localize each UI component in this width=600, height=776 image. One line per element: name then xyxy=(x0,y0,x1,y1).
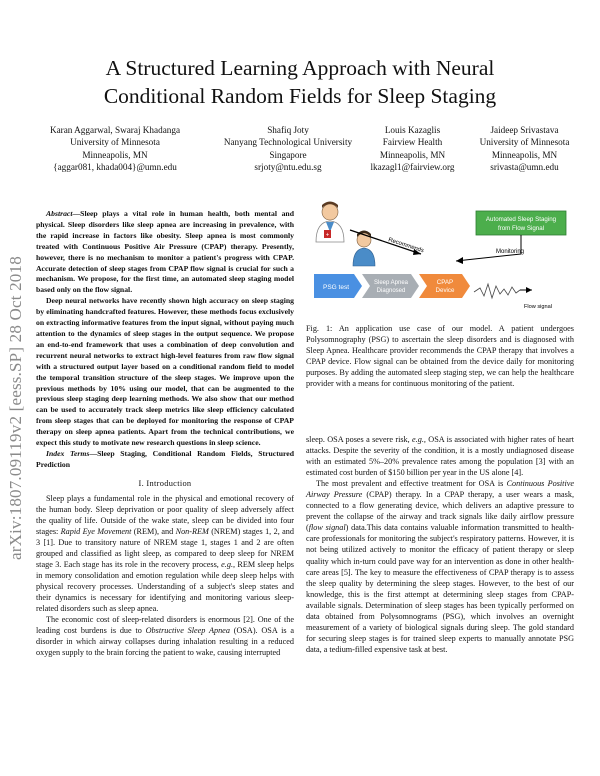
abstract-paragraph-2: Deep neural networks have recently shown high accuracy on sleep staging by eliminating handcrafted features. However, these methods focus exclusively on extracting informative features from the input signal, without paying much attention to the dynamics of sleep stages in the output sequence. We propose an end-to-end framework that uses a combination of deep convolution and recurrent neural networks to extract high-level features from raw flow signal with a structured output layer based on a conditional random field to model the temporal transition structure of the sleep stages. We improve upon the previous methods by 10% using our model, that can be augmented to the previous sleep staging deep learning methods. We also show that our method can be used to accurately track sleep metrics like sleep efficiency calculated from sleep stages that can be deployed for monitoring the response of CPAP therapy on sleep apnea patients. Apart from the technical contributions, we expect this study to motivate new research questions in sleep science. xyxy=(36,296,294,448)
flow-signal-label: Flow signal xyxy=(524,304,552,310)
abstract-paragraph-1 xyxy=(36,209,294,296)
patient-icon xyxy=(353,231,375,267)
left-column xyxy=(36,209,294,659)
author-location: Singapore xyxy=(269,149,307,160)
author-name: Jaideep Srivastava xyxy=(490,125,559,135)
flow-signal-waveform xyxy=(474,284,520,298)
right-paragraph-1: sleep. OSA poses a severe risk, e.g., OSA is associated with higher rates of heart attacks. Despite the severity of the condition, it is a mostly undiagnosed disease with an estimated 5%–20% prevalence rates among the population [3] with an estimated cost burden of $150 billion per year in the US alone [4]. xyxy=(306,435,574,478)
author-block-1 xyxy=(40,124,190,174)
title-line-2: Conditional Random Fields for Sleep Staging xyxy=(103,84,497,108)
doctor-icon xyxy=(316,202,344,243)
diagnosed-label-line-1: Sleep Apnea xyxy=(373,280,409,286)
author-location: Minneapolis, MN xyxy=(491,149,558,160)
intro-paragraph-2: The economic cost of sleep-related disorders is enormous [2]. One of the leading cost burdens is due to Obstructive Sleep Apnea (OSA). OSA is a disorder in which airway collapses during inhalation resulting in a reduced oxygen supply to the brain forcing the patient to wake, causing interrupted xyxy=(36,615,294,658)
author-affiliation: Nanyang Technological University xyxy=(223,137,353,148)
author-email: {aggar081, khada004}@umn.edu xyxy=(53,162,177,173)
author-name: Shafiq Joty xyxy=(267,125,309,135)
author-affiliation: University of Minnesota xyxy=(479,137,570,148)
author-name: Louis Kazaglis xyxy=(384,125,441,135)
figure-1-caption: Fig. 1: An application use case of our model. A patient undergoes Polysomnography (PSG) to ascertain the sleep disorders and is diagnosed with Sleep Apnea. Healthcare provider recommends the CPAP therapy that involves a CPAP device. Flow signal can be obtained from the device daily for monitoring purposes. By adding the automated sleep staging step, we can help the healthcare provider with a means for continuous monitoring of the patient. xyxy=(306,324,574,389)
cpap-label-line-1: CPAP xyxy=(436,279,454,286)
right-column xyxy=(306,434,574,655)
index-terms-label: Index Terms xyxy=(46,448,90,458)
right-paragraph-2: The most prevalent and effective treatment for OSA is Continuous Positive Airway Pressure (CPAP) therapy. In a CPAP therapy, a user wears a mask, connected to a flow generating device, which delivers an adaptive pressure to prevent the collapse of the airway and track signals like daily airflow pressure (flow signal) data.This data contains valuable information transmitted to health-care professionals for monitoring the subject's respiratory patterns. However, it is not being utilized actively to monitor the efficacy of patient therapy or sleep quality which in-turn could pave way for an intervention as done in other health-care areas [5]. The key to measure the effectiveness of CPAP therapy is to assess the sleep quality by determining the sleep stages. However, to the best of our knowledge, this is the first attempt at determining sleep stages from CPAP-available signals. Determination of sleep stages has been typically performed on data obtained from Polysomnograms (PSG), which involves an overnight measurement of a variety of biological signals during sleep. The gold standard for securing sleep stages is for trained sleep experts to manually annotate PSG data, a tedium-filled expensive task at best. xyxy=(306,479,574,654)
recommends-label: Recommends xyxy=(387,237,425,255)
monitoring-label: Monitoring xyxy=(496,249,525,255)
figure-1-diagram xyxy=(306,196,574,314)
cpap-label-line-2: Device xyxy=(435,287,455,294)
author-affiliation: University of Minnesota xyxy=(70,137,160,148)
author-email: lkazagl1@fairview.org xyxy=(370,162,455,173)
abstract-text: —Sleep plays a vital role in human health, both mental and physical. Sleep disorders like sleep apnea are increasing in prevalence, with the rapid increase in factors like obesity. Sleep apnea is most commonly treated with Continuous Positive Air Pressure (CPAP) therapy. Presently, however, there is no mechanism to monitor a patient's progress with CPAP. Accurate detection of sleep stages from CPAP flow signal is crucial for such a mechanism. We propose, for the first time, an automated sleep staging model based only on the flow signal. xyxy=(36,209,294,295)
author-block-3 xyxy=(355,124,470,174)
section-heading-introduction: I. Introduction xyxy=(138,478,192,488)
arxiv-identifier: arXiv:1807.09119v2 [eess.SP] 28 Oct 2018 xyxy=(6,256,25,560)
psg-test-label: PSG test xyxy=(322,284,350,291)
abstract-label: Abstract xyxy=(46,209,73,218)
author-email: srjoty@ntu.edu.sg xyxy=(254,162,322,173)
author-affiliation: Fairview Health xyxy=(382,137,443,148)
automated-sleep-staging-label: Automated Sleep Staging xyxy=(485,216,557,223)
index-terms xyxy=(36,449,294,471)
diagnosed-label-line-2: Diagnosed xyxy=(376,288,406,294)
author-block-4 xyxy=(462,124,587,174)
from-flow-signal-label: from Flow Signal xyxy=(497,225,545,232)
svg-text:+: + xyxy=(325,232,330,239)
title-line-1: A Structured Learning Approach with Neural xyxy=(105,56,495,80)
intro-paragraph-1: Sleep plays a fundamental role in the physical and emotional recovery of the human body. Sleep deprivation or poor quality of sleep adversely affect the quality of life. Outside of the wake state, sleep can be divided into four stages: Rapid Eye Movement (REM), and Non-REM (NREM) stages 1, 2, and 3 [1]. Due to transitory nature of NREM stage 1, stages 1 and 2 are often grouped and classified as light sleep, as compared to deep sleep for NREM stage 3. Each stage has its role in the recovery process, e.g., REM sleep helps in memory consolidation and emotion regulation while deep sleep helps with physical recovery processes. Understanding of a subject's sleep states and their dynamics is necessary for identifying and monitoring various sleep-related disorders such as sleep apnea. xyxy=(36,493,294,614)
author-name: Karan Aggarwal, Swaraj Khadanga xyxy=(49,125,181,135)
sleep-apnea-diagnosed-step xyxy=(362,274,419,298)
cpap-device-step xyxy=(419,274,470,298)
author-location: Minneapolis, MN xyxy=(379,149,446,160)
author-location: Minneapolis, MN xyxy=(82,149,148,160)
index-terms-text: —Sleep Staging, Conditional Random Fields, Structured Prediction xyxy=(36,448,294,469)
author-block-2 xyxy=(213,124,363,174)
author-email: srivasta@umn.edu xyxy=(490,162,559,173)
paper-title xyxy=(40,54,560,110)
